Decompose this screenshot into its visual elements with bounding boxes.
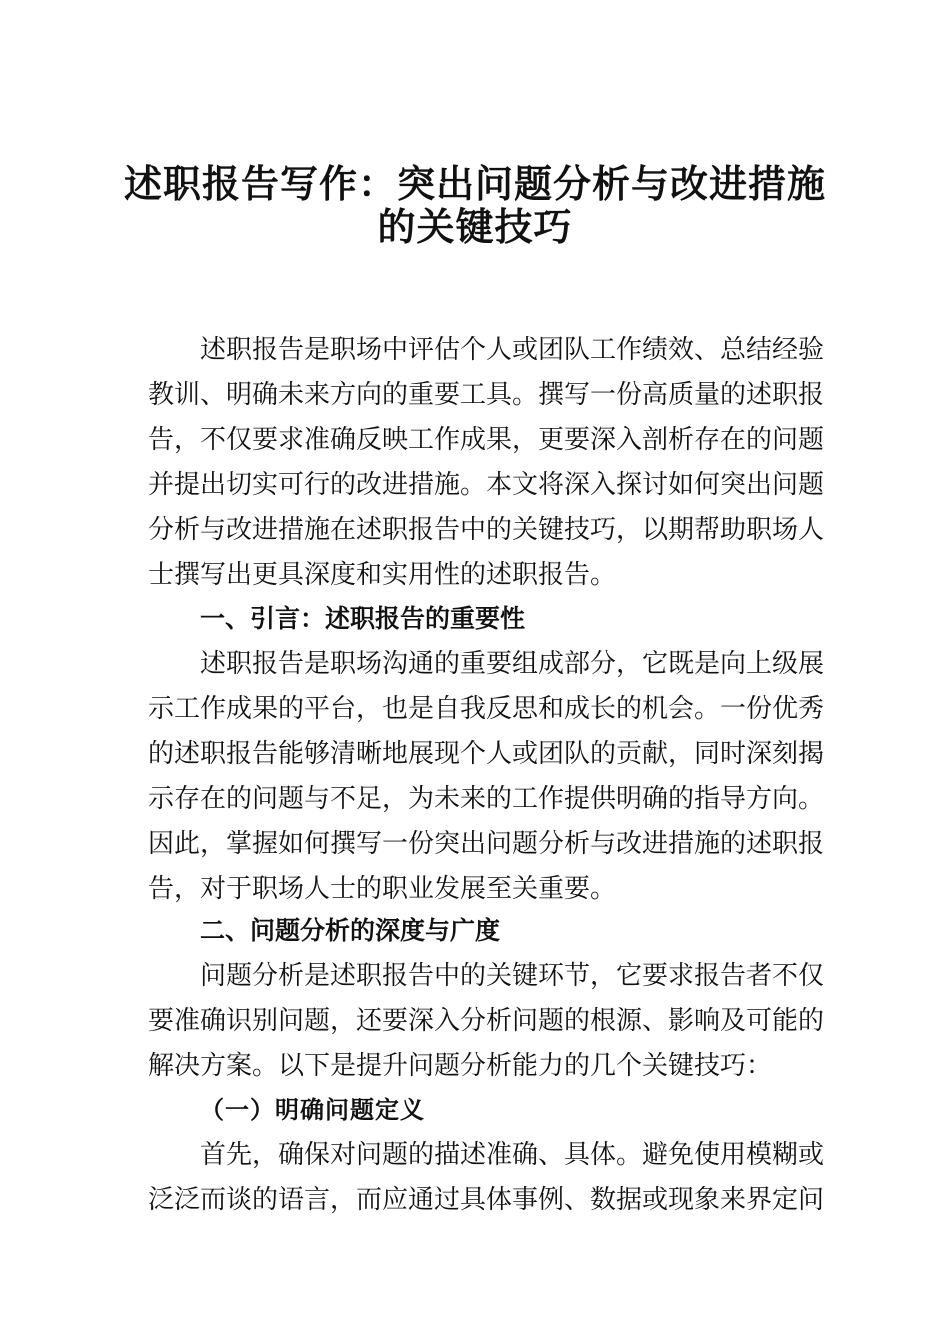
section1-line: 示存在的问题与不足，为未来的工作提供明确的指导方向。	[148, 784, 825, 814]
intro-line: 述职报告是职场中评估个人或团队工作绩效、总结经验	[200, 335, 825, 365]
section1-line: 示工作成果的平台，也是自我反思和成长的机会。一份优秀	[148, 694, 825, 724]
subsection-heading-1: （一）明确问题定义	[200, 1096, 425, 1124]
section-heading-2: 二、问题分析的深度与广度	[200, 916, 501, 945]
document-title-line-2: 的关键技巧	[377, 204, 573, 249]
section2-line: 解决方案。以下是提升问题分析能力的几个关键技巧：	[148, 1051, 773, 1081]
intro-line: 并提出切实可行的改进措施。本文将深入探讨如何突出问题	[148, 470, 825, 500]
section1-line: 的述职报告能够清晰地展现个人或团队的贡献，同时深刻揭	[148, 739, 825, 769]
section1-line: 告，对于职场人士的职业发展至关重要。	[148, 874, 617, 904]
subsection1-line: 泛泛而谈的语言，而应通过具体事例、数据或现象来界定问	[148, 1185, 825, 1215]
intro-line: 分析与改进措施在述职报告中的关键技巧，以期帮助职场人	[148, 515, 825, 545]
section1-line: 因此，掌握如何撰写一份突出问题分析与改进措施的述职报	[148, 829, 825, 859]
intro-line: 士撰写出更具深度和实用性的述职报告。	[148, 560, 617, 590]
document-title-line-1: 述职报告写作：突出问题分析与改进措施	[123, 161, 826, 206]
intro-line: 教训、明确未来方向的重要工具。撰写一份高质量的述职报	[148, 380, 825, 410]
section-heading-1: 一、引言：述职报告的重要性	[200, 604, 526, 633]
intro-line: 告，不仅要求准确反映工作成果，更要深入剖析存在的问题	[148, 425, 825, 455]
section2-line: 要准确识别问题，还要深入分析问题的根源、影响及可能的	[148, 1006, 825, 1036]
section1-line: 述职报告是职场沟通的重要组成部分，它既是向上级展	[200, 649, 825, 679]
subsection1-line: 首先，确保对问题的描述准确、具体。避免使用模糊或	[200, 1140, 825, 1170]
section2-line: 问题分析是述职报告中的关键环节，它要求报告者不仅	[200, 961, 825, 991]
